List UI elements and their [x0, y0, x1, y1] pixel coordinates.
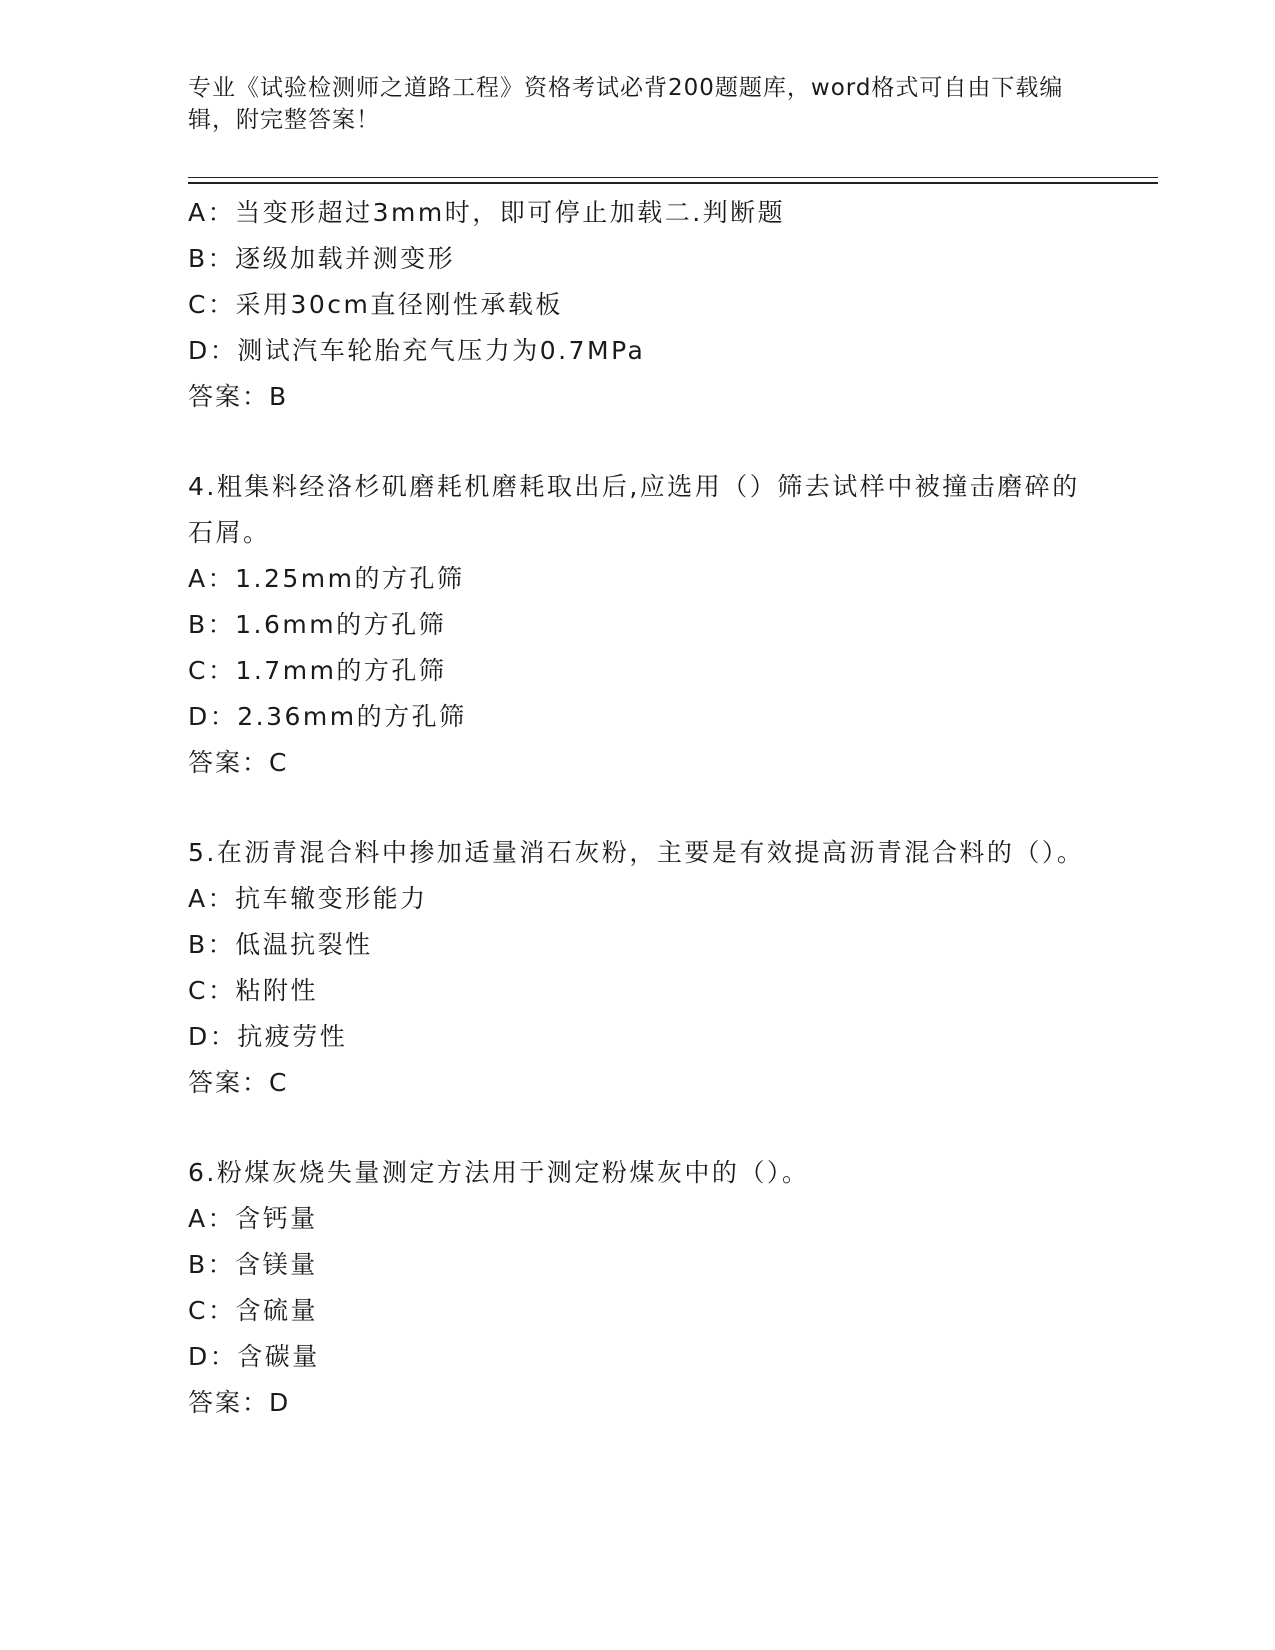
q5-question-text: 5.在沥青混合料中掺加适量消石灰粉，主要是有效提高沥青混合料的（）。: [188, 838, 1085, 867]
q4-option-b: B：1.6mm的方孔筛: [188, 610, 447, 639]
q4-question-text: 4.粗集料经洛杉矶磨耗机磨耗取出后,应选用（）筛去试样中被撞击磨碎的石屑。: [188, 472, 1080, 547]
q6-answer: 答案：D: [188, 1388, 291, 1417]
q4-option-c: C：1.7mm的方孔筛: [188, 656, 447, 685]
q3-option-b: B：逐级加载并测变形: [188, 244, 456, 273]
q6-option-c: C：含硫量: [188, 1296, 318, 1325]
q6-option-b: B：含镁量: [188, 1250, 318, 1279]
question-list: [188, 190, 1088, 1426]
document-header: 专业《试验检测师之道路工程》资格考试必背200题题库，word格式可自由下载编辑，附完整答案！: [188, 75, 1064, 133]
q5-option-a: A：抗车辙变形能力: [188, 884, 428, 913]
q6-option-a: A：含钙量: [188, 1204, 318, 1233]
q4-answer: 答案：C: [188, 748, 289, 777]
q3-option-c: C：采用30cm直径刚性承载板: [188, 290, 563, 319]
question-5: [188, 830, 1088, 1106]
q3-option-a: A：当变形超过3mm时，即可停止加载二.判断题: [188, 198, 786, 227]
q5-option-b: B：低温抗裂性: [188, 930, 373, 959]
q5-option-d: D：抗疲劳性: [188, 1022, 348, 1051]
q3-option-d: D：测试汽车轮胎充气压力为0.7MPa: [188, 336, 646, 365]
header-divider-thick: [188, 182, 1158, 184]
question-6: [188, 1150, 1088, 1426]
q4-option-d: D：2.36mm的方孔筛: [188, 702, 467, 731]
q6-option-d: D：含碳量: [188, 1342, 320, 1371]
question-3: [188, 190, 1088, 420]
q6-question-text: 6.粉煤灰烧失量测定方法用于测定粉煤灰中的（）。: [188, 1158, 810, 1187]
q3-answer: 答案：B: [188, 382, 289, 411]
question-4: [188, 464, 1088, 786]
q5-option-c: C：粘附性: [188, 976, 318, 1005]
header-divider-thin: [188, 177, 1158, 178]
q4-option-a: A：1.25mm的方孔筛: [188, 564, 465, 593]
q5-answer: 答案：C: [188, 1068, 289, 1097]
